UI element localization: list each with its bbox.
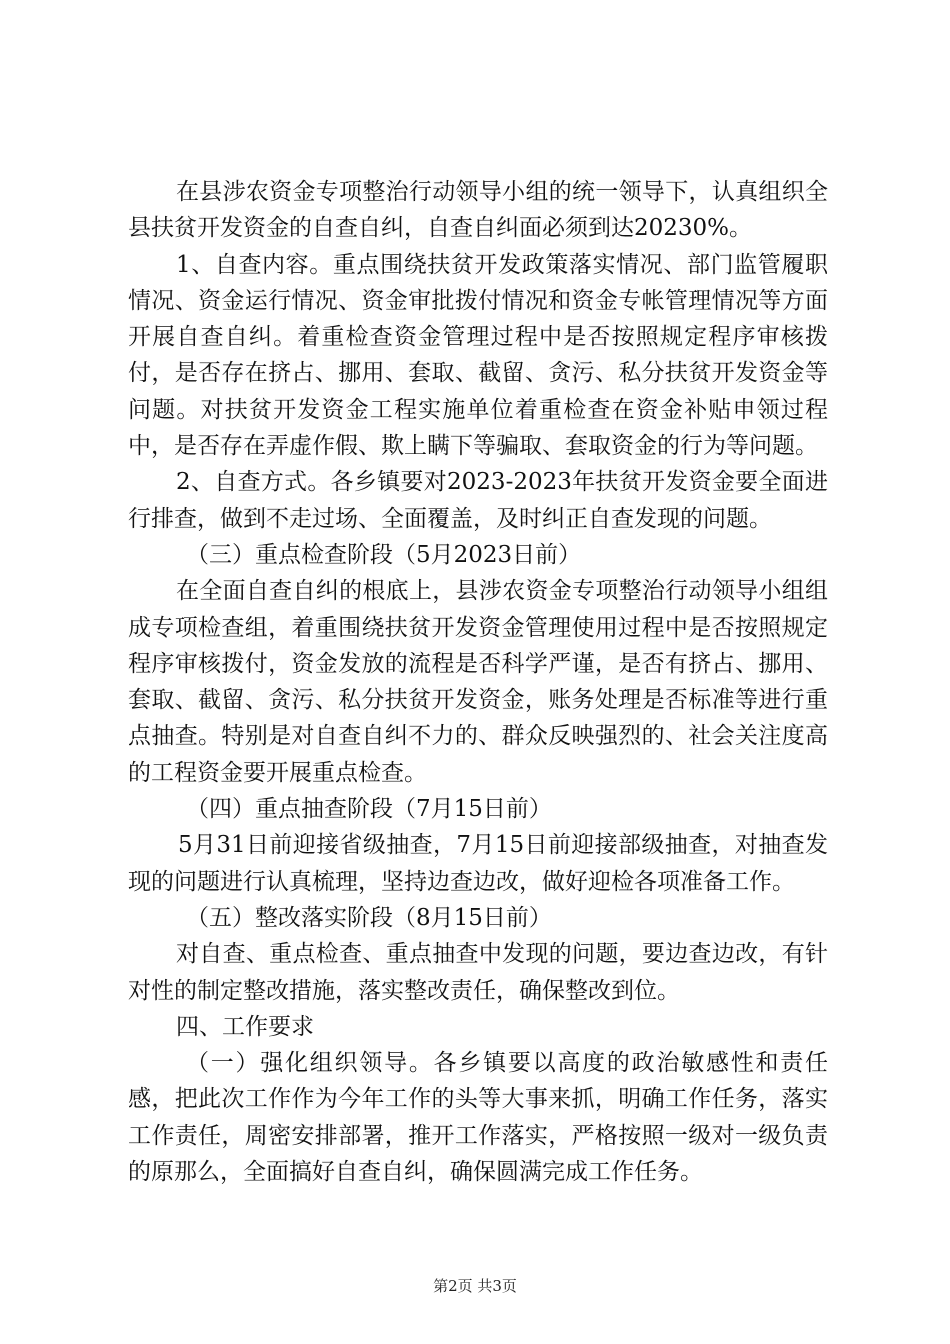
paragraph-spot-check: 5月31日前迎接省级抽查，7月15日前迎接部级抽查，对抽查发现的问题进行认真梳理，坚持边查边改，做好迎检各项准备工作。 [128,832,828,895]
page-footer: 第2页 共3页 [433,1277,517,1295]
heading-rectification-stage: （五）整改落实阶段（8月15日前） [186,904,552,931]
paragraph-rectification: 对自查、重点检查、重点抽查中发现的问题，要边查边改，有针对性的制定整改措施，落实整改责任，确保整改到位。 [128,941,828,1004]
paragraph-intro: 在县涉农资金专项整治行动领导小组的统一领导下，认真组织全县扶贫开发资金的自查自纠，自查自纠面必须到达20230%。 [128,179,828,242]
paragraph-key-inspection: 在全面自查自纠的根底上，县涉农资金专项整治行动领导小组组成专项检查组，着重围绕扶贫开发资金管理使用过程中是否按照规定程序审核拨付，资金发放的流程是否科学严谨，是否有挤占、挪用、套取、截留、贪污、私分扶贫开发资金，账务处理是否标准等进行重点抽查。特别是对自查自纠不力的、群众反映强烈的、社会关注度高的工程资金要开展重点检查。 [128,578,828,786]
document-body [128,174,828,1190]
paragraph-self-check-content: 1、自查内容。重点围绕扶贫开发政策落实情况、部门监管履职情况、资金运行情况、资金审批拨付情况和资金专帐管理情况等方面开展自查自纠。着重检查资金管理过程中是否按照规定程序审核拨付，是否存在挤占、挪用、套取、截留、贪污、私分扶贫开发资金等问题。对扶贫开发资金工程实施单位着重检查在资金补贴申领过程中，是否存在弄虚作假、欺上瞒下等骗取、套取资金的行为等问题。 [128,251,828,460]
heading-spot-check-stage: （四）重点抽查阶段（7月15日前） [186,796,552,823]
heading-key-inspection-stage: （三）重点检查阶段（5月2023日前） [186,541,582,568]
paragraph-organization-leadership: （一）强化组织领导。各乡镇要以高度的政治敏感性和责任感，把此次工作作为今年工作的头等大事来抓，明确工作任务，落实工作责任，周密安排部署，推开工作落实，严格按照一级对一级负责的原那么，全面搞好自查自纠，确保圆满完成工作任务。 [128,1050,828,1186]
heading-work-requirements: 四、工作要求 [176,1013,314,1040]
paragraph-self-check-method: 2、自查方式。各乡镇要对2023-2023年扶贫开发资金要全面进行排查，做到不走过场、全面覆盖，及时纠正自查发现的问题。 [128,469,828,532]
